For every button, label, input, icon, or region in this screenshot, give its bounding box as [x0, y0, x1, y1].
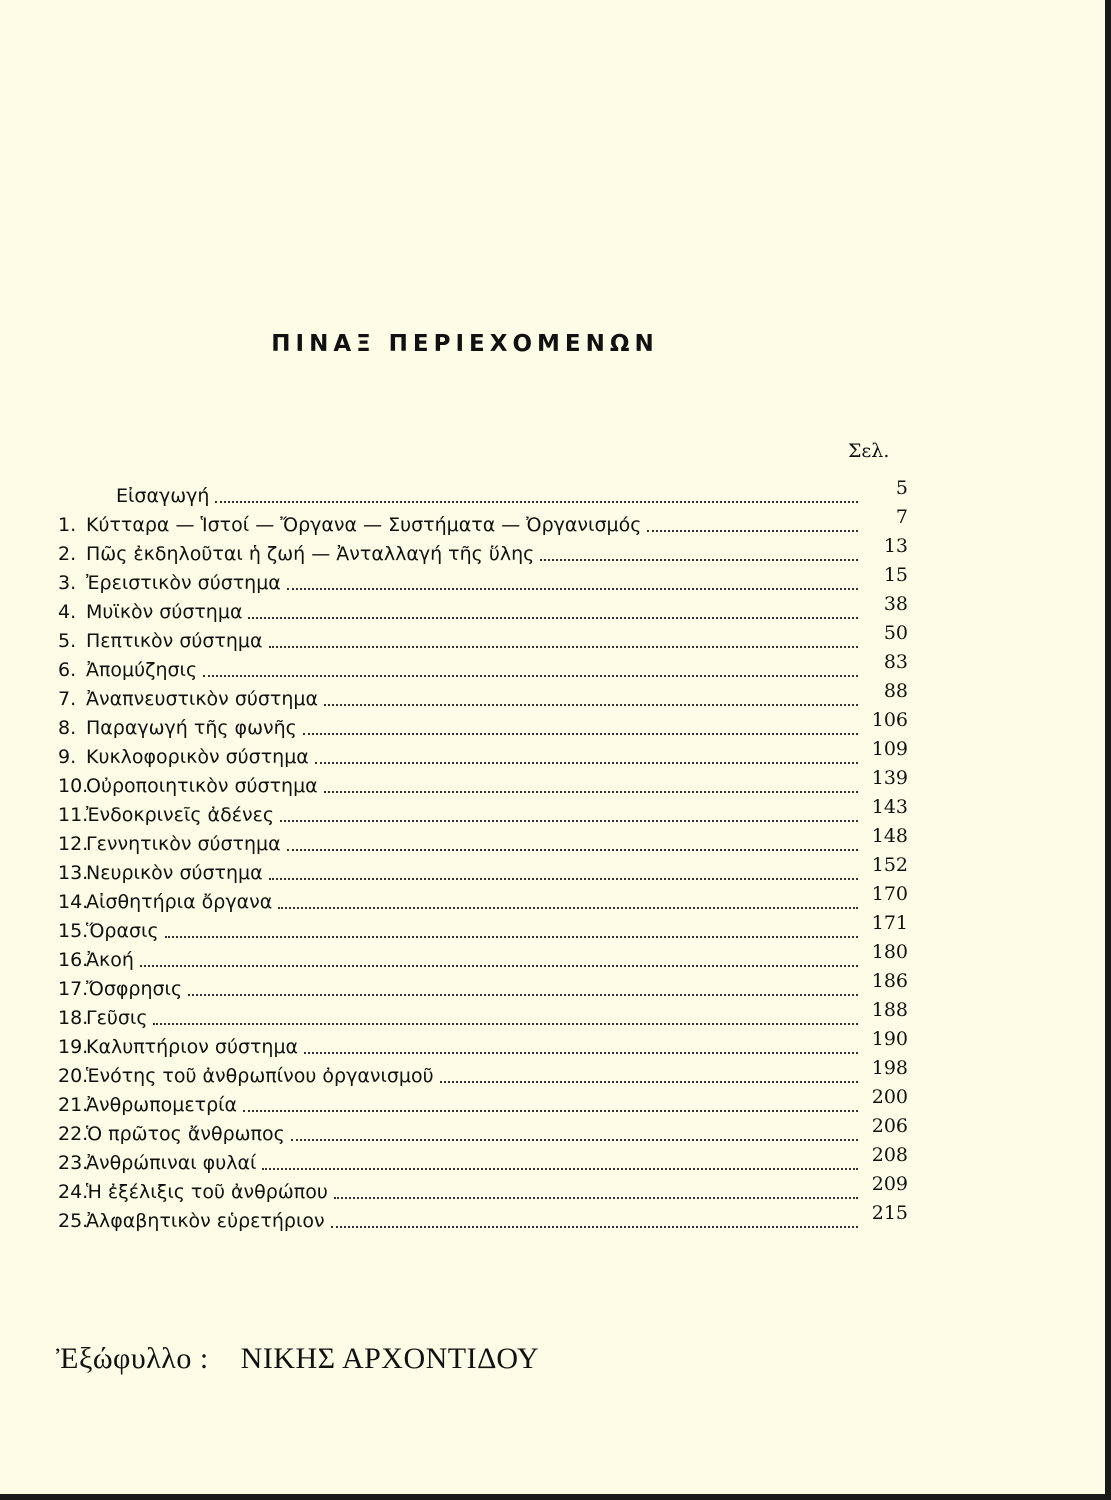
toc-entry-page: 209	[871, 1173, 908, 1195]
toc-entry-number: 6.	[58, 659, 77, 681]
toc-entry	[58, 1203, 908, 1232]
cover-credit-label: Ἐξώφυλλο :	[56, 1342, 209, 1375]
toc-entry-title: Μυϊκὸν σύστημα	[86, 601, 243, 623]
toc-leader-dots	[269, 636, 858, 648]
toc-entry-number: 5.	[58, 630, 77, 652]
toc-entry-number: 11.	[58, 804, 89, 826]
toc-entry	[58, 710, 908, 739]
toc-entry-title: Εἰσαγωγή	[116, 485, 210, 507]
toc-entry-number: 1.	[58, 514, 77, 536]
toc-entry-title: Ἑνότης τοῦ ἀνθρωπίνου ὀργανισμοῦ	[86, 1065, 434, 1087]
toc-list	[58, 478, 908, 1232]
toc-entry	[58, 1029, 908, 1058]
toc-leader-dots	[215, 491, 858, 503]
toc-entry-title: Γεννητικὸν σύστημα	[86, 833, 281, 855]
page-column-label: Σελ.	[848, 440, 890, 462]
toc-entry-title: Κυκλοφορικὸν σύστημα	[86, 746, 309, 768]
toc-entry-page: 152	[871, 854, 908, 876]
toc-entry-page: 109	[871, 738, 908, 760]
toc-entry	[58, 681, 908, 710]
toc-leader-dots	[203, 665, 858, 677]
cover-credit	[56, 1342, 539, 1376]
toc-leader-dots	[140, 955, 858, 967]
toc-entry	[58, 913, 908, 942]
toc-leader-dots	[440, 1071, 858, 1083]
toc-leader-dots	[287, 578, 858, 590]
toc-entry	[58, 507, 908, 536]
toc-entry-number: 2.	[58, 543, 77, 565]
toc-entry-page: 206	[871, 1115, 908, 1137]
toc-entry	[58, 884, 908, 913]
toc-entry-title: Ὁ πρῶτος ἄνθρωπος	[86, 1123, 285, 1145]
toc-entry-page: 143	[871, 796, 908, 818]
toc-leader-dots	[540, 549, 858, 561]
toc-entry-number: 16.	[58, 949, 89, 971]
toc-entry-title: Οὐροποιητικὸν σύστημα	[86, 775, 318, 797]
toc-entry-title: Αἰσθητήρια ὄργανα	[86, 891, 273, 913]
toc-leader-dots	[303, 723, 858, 735]
toc-entry-page: 180	[871, 941, 908, 963]
toc-entry-title: Ἡ ἐξέλιξις τοῦ ἀνθρώπου	[86, 1181, 328, 1203]
toc-entry-title: Ἐνδοκρινεῖς ἀδένες	[86, 804, 275, 826]
toc-entry-number: 4.	[58, 601, 77, 623]
toc-entry-number: 7.	[58, 688, 77, 710]
toc-entry-title: Ἀνθρωπομετρία	[86, 1094, 238, 1116]
toc-entry-title: Πῶς ἐκδηλοῦται ἡ ζωή — Ἀνταλλαγή τῆς ὕλης	[86, 543, 535, 565]
toc-entry-page: 15	[883, 564, 908, 586]
toc-entry	[58, 478, 908, 507]
toc-leader-dots	[647, 520, 858, 532]
toc-leader-dots	[243, 1100, 858, 1112]
toc-entry-page: 215	[871, 1202, 908, 1224]
toc-entry-title: Ἀπομύζησις	[86, 659, 198, 681]
toc-entry-page: 170	[871, 883, 908, 905]
toc-leader-dots	[324, 694, 858, 706]
toc-entry-number: 12.	[58, 833, 89, 855]
toc-entry	[58, 1116, 908, 1145]
toc-leader-dots	[165, 926, 858, 938]
page-title: ΠΙΝΑΞ ΠΕΡΙΕΧΟΜΕΝΩΝ	[271, 331, 659, 357]
toc-leader-dots	[248, 607, 858, 619]
toc-entry-page: 83	[883, 651, 908, 673]
toc-entry	[58, 594, 908, 623]
toc-entry-number: 18.	[58, 1007, 89, 1029]
toc-leader-dots	[278, 897, 858, 909]
toc-entry-page: 5	[895, 477, 908, 499]
toc-leader-dots	[304, 1042, 858, 1054]
toc-entry-page: 88	[883, 680, 908, 702]
toc-entry-number: 22.	[58, 1123, 89, 1145]
toc-entry-page: 200	[871, 1086, 908, 1108]
toc-leader-dots	[324, 781, 858, 793]
toc-entry	[58, 1087, 908, 1116]
toc-entry	[58, 768, 908, 797]
toc-entry-page: 190	[871, 1028, 908, 1050]
toc-entry	[58, 565, 908, 594]
toc-entry	[58, 536, 908, 565]
toc-entry-page: 148	[871, 825, 908, 847]
toc-entry-page: 7	[895, 506, 908, 528]
toc-leader-dots	[315, 752, 858, 764]
toc-entry-title: Ἀνθρώπιναι φυλαί	[86, 1152, 257, 1174]
toc-entry	[58, 826, 908, 855]
toc-entry-number: 24.	[58, 1181, 89, 1203]
toc-entry	[58, 1145, 908, 1174]
toc-entry-number: 19.	[58, 1036, 89, 1058]
toc-entry-page: 208	[871, 1144, 908, 1166]
toc-entry-title: Ὅρασις	[86, 920, 159, 942]
toc-entry-number: 20.	[58, 1065, 89, 1087]
toc-entry	[58, 652, 908, 681]
toc-leader-dots	[188, 984, 858, 996]
toc-leader-dots	[153, 1013, 858, 1025]
toc-leader-dots	[291, 1129, 858, 1141]
toc-entry-title: Παραγωγή τῆς φωνῆς	[86, 717, 297, 739]
toc-entry-number: 3.	[58, 572, 77, 594]
toc-leader-dots	[334, 1187, 858, 1199]
toc-entry-page: 13	[883, 535, 908, 557]
toc-entry	[58, 739, 908, 768]
toc-entry-page: 106	[871, 709, 908, 731]
toc-entry-title: Ὄσφρησις	[86, 978, 183, 1000]
toc-entry-page: 198	[871, 1057, 908, 1079]
toc-entry-page: 186	[871, 970, 908, 992]
toc-leader-dots	[269, 868, 858, 880]
toc-entry	[58, 971, 908, 1000]
toc-entry-number: 8.	[58, 717, 77, 739]
toc-leader-dots	[280, 810, 858, 822]
toc-entry-title: Πεπτικὸν σύστημα	[86, 630, 263, 652]
toc-entry-number: 9.	[58, 746, 77, 768]
toc-entry-page: 188	[871, 999, 908, 1021]
toc-leader-dots	[262, 1158, 858, 1170]
toc-entry	[58, 855, 908, 884]
toc-entry-title: Γεῦσις	[86, 1007, 148, 1029]
toc-entry-title: Νευρικὸν σύστημα	[86, 862, 263, 884]
toc-entry-number: 15.	[58, 920, 89, 942]
toc-entry	[58, 1174, 908, 1203]
toc-entry-number: 21.	[58, 1094, 89, 1116]
toc-entry-page: 38	[883, 593, 908, 615]
toc-entry-page: 50	[883, 622, 908, 644]
toc-entry-number: 13.	[58, 862, 89, 884]
toc-entry-title: Ἐρειστικὸν σύστημα	[86, 572, 281, 594]
toc-entry-title: Ἀλφαβητικὸν εὑρετήριον	[86, 1210, 325, 1232]
toc-entry-page: 171	[871, 912, 908, 934]
toc-entry	[58, 797, 908, 826]
toc-entry-number: 25.	[58, 1210, 89, 1232]
toc-entry	[58, 1000, 908, 1029]
toc-entry-number: 10.	[58, 775, 89, 797]
toc-entry	[58, 1058, 908, 1087]
toc-entry-number: 17.	[58, 978, 89, 1000]
toc-entry-title: Ἀκοή	[86, 949, 134, 971]
toc-entry-number: 14.	[58, 891, 89, 913]
toc-entry-title: Κύτταρα — Ἱστοί — Ὄργανα — Συστήματα — Ὀργανισμός	[86, 514, 642, 536]
toc-entry-title: Ἀναπνευστικὸν σύστημα	[86, 688, 319, 710]
toc-entry-page: 139	[871, 767, 908, 789]
cover-credit-name: ΝΙΚΗΣ ΑΡΧΟΝΤΙΔΟΥ	[240, 1342, 540, 1375]
toc-entry-number: 23.	[58, 1152, 89, 1174]
toc-entry	[58, 942, 908, 971]
toc-entry-title: Καλυπτήριον σύστημα	[86, 1036, 299, 1058]
toc-leader-dots	[287, 839, 858, 851]
toc-leader-dots	[331, 1216, 858, 1228]
toc-entry	[58, 623, 908, 652]
